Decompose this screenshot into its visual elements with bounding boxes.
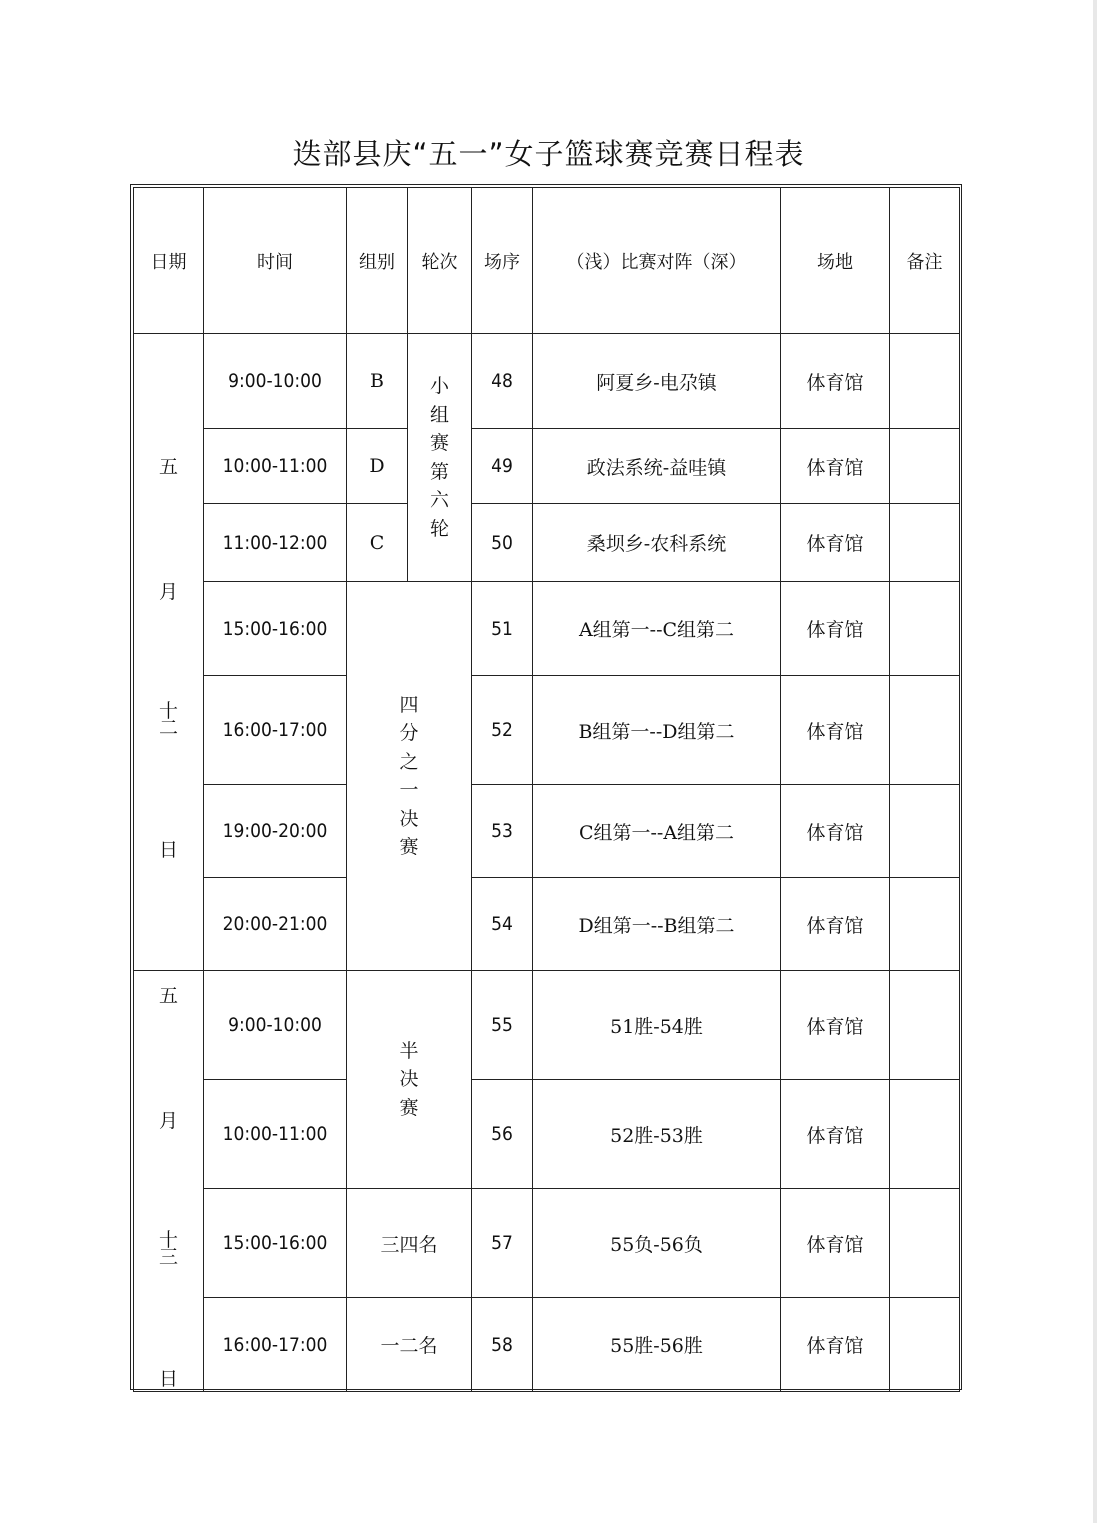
header-time: 时间 (204, 188, 347, 334)
venue-cell: 体育馆 (781, 1298, 890, 1392)
document-title: 迭部县庆“五一”女子篮球赛竞赛日程表 (292, 137, 805, 171)
table-row (134, 504, 960, 582)
date-char: 三 (158, 1245, 178, 1268)
schedule-table (133, 187, 960, 1392)
matchup-cell: 55负-56负 (533, 1189, 781, 1298)
date-char: 日 (158, 838, 178, 861)
venue-cell: 体育馆 (781, 1080, 890, 1189)
venue-cell: 体育馆 (781, 1189, 890, 1298)
table-row (134, 1080, 960, 1189)
venue-cell: 体育馆 (781, 878, 890, 971)
matchup-cell: D组第一--B组第二 (533, 878, 781, 971)
table-row (134, 971, 960, 1080)
round-label: 半决赛 (399, 1039, 419, 1119)
game-no-cell: 56 (472, 1080, 533, 1189)
date-cell-may-13 (134, 971, 204, 1392)
notes-cell (890, 676, 960, 785)
time-cell: 10:00-11:00 (204, 429, 347, 504)
date-char: 日 (158, 1367, 178, 1390)
date-char: 月 (158, 1110, 178, 1133)
matchup-cell: C组第一--A组第二 (533, 785, 781, 878)
round-cell-group-stage (408, 334, 472, 582)
notes-cell (890, 878, 960, 971)
time-cell: 16:00-17:00 (204, 676, 347, 785)
notes-cell (890, 334, 960, 429)
date-cell-may-12 (134, 334, 204, 971)
time-cell: 11:00-12:00 (204, 504, 347, 582)
venue-cell: 体育馆 (781, 676, 890, 785)
header-game-no: 场序 (472, 188, 533, 334)
matchup-cell: 55胜-56胜 (533, 1298, 781, 1392)
header-round: 轮次 (408, 188, 472, 334)
game-no-cell: 55 (472, 971, 533, 1080)
header-notes: 备注 (890, 188, 960, 334)
matchup-cell: 桑坝乡-农科系统 (533, 504, 781, 582)
table-row (134, 676, 960, 785)
table-row (134, 1298, 960, 1392)
time-cell: 10:00-11:00 (204, 1080, 347, 1189)
date-char: 十 (158, 699, 178, 722)
group-cell: B (347, 334, 408, 429)
matchup-cell: 政法系统-益哇镇 (533, 429, 781, 504)
notes-cell (890, 1298, 960, 1392)
time-cell: 15:00-16:00 (204, 582, 347, 676)
group-cell: C (347, 504, 408, 582)
venue-cell: 体育馆 (781, 504, 890, 582)
round-cell-quarterfinal (347, 582, 472, 971)
group-cell: D (347, 429, 408, 504)
table-row (134, 582, 960, 676)
header-date: 日期 (134, 188, 204, 334)
game-no-cell: 57 (472, 1189, 533, 1298)
date-char: 月 (158, 581, 178, 604)
notes-cell (890, 1080, 960, 1189)
matchup-cell: B组第一--D组第二 (533, 676, 781, 785)
date-char: 五 (158, 456, 178, 478)
notes-cell (890, 582, 960, 676)
game-no-cell: 49 (472, 429, 533, 504)
matchup-cell: A组第一--C组第二 (533, 582, 781, 676)
date-char: 十 (158, 1228, 178, 1251)
notes-cell (890, 504, 960, 582)
notes-cell (890, 1189, 960, 1298)
game-no-cell: 51 (472, 582, 533, 676)
header-row (134, 188, 960, 334)
round-cell-semifinal (347, 971, 472, 1189)
matchup-cell: 51胜-54胜 (533, 971, 781, 1080)
date-char: 五 (158, 985, 178, 1007)
header-venue: 场地 (781, 188, 890, 334)
round-cell-final: 一二名 (347, 1298, 472, 1392)
table-row (134, 429, 960, 504)
matchup-cell: 阿夏乡-电尕镇 (533, 334, 781, 429)
venue-cell: 体育馆 (781, 582, 890, 676)
time-cell: 20:00-21:00 (204, 878, 347, 971)
notes-cell (890, 785, 960, 878)
game-no-cell: 48 (472, 334, 533, 429)
table-row (134, 878, 960, 971)
time-cell: 19:00-20:00 (204, 785, 347, 878)
header-group: 组别 (347, 188, 408, 334)
game-no-cell: 50 (472, 504, 533, 582)
venue-cell: 体育馆 (781, 785, 890, 878)
game-no-cell: 58 (472, 1298, 533, 1392)
venue-cell: 体育馆 (781, 334, 890, 429)
table-row (134, 785, 960, 878)
time-cell: 15:00-16:00 (204, 1189, 347, 1298)
time-cell: 9:00-10:00 (204, 971, 347, 1080)
matchup-cell: 52胜-53胜 (533, 1080, 781, 1189)
table-row (134, 1189, 960, 1298)
game-no-cell: 53 (472, 785, 533, 878)
round-label: 四分之一决赛 (399, 693, 419, 858)
header-matchup: （浅）比赛对阵（深） (533, 188, 781, 334)
table-row (134, 334, 960, 429)
venue-cell: 体育馆 (781, 971, 890, 1080)
page-edge (1093, 0, 1097, 1523)
time-cell: 9:00-10:00 (204, 334, 347, 429)
venue-cell: 体育馆 (781, 429, 890, 504)
notes-cell (890, 971, 960, 1080)
notes-cell (890, 429, 960, 504)
game-no-cell: 52 (472, 676, 533, 785)
time-cell: 16:00-17:00 (204, 1298, 347, 1392)
game-no-cell: 54 (472, 878, 533, 971)
round-cell-third-place: 三四名 (347, 1189, 472, 1298)
date-char: 二 (158, 716, 178, 739)
round-label: 小组赛第六轮 (429, 375, 449, 540)
